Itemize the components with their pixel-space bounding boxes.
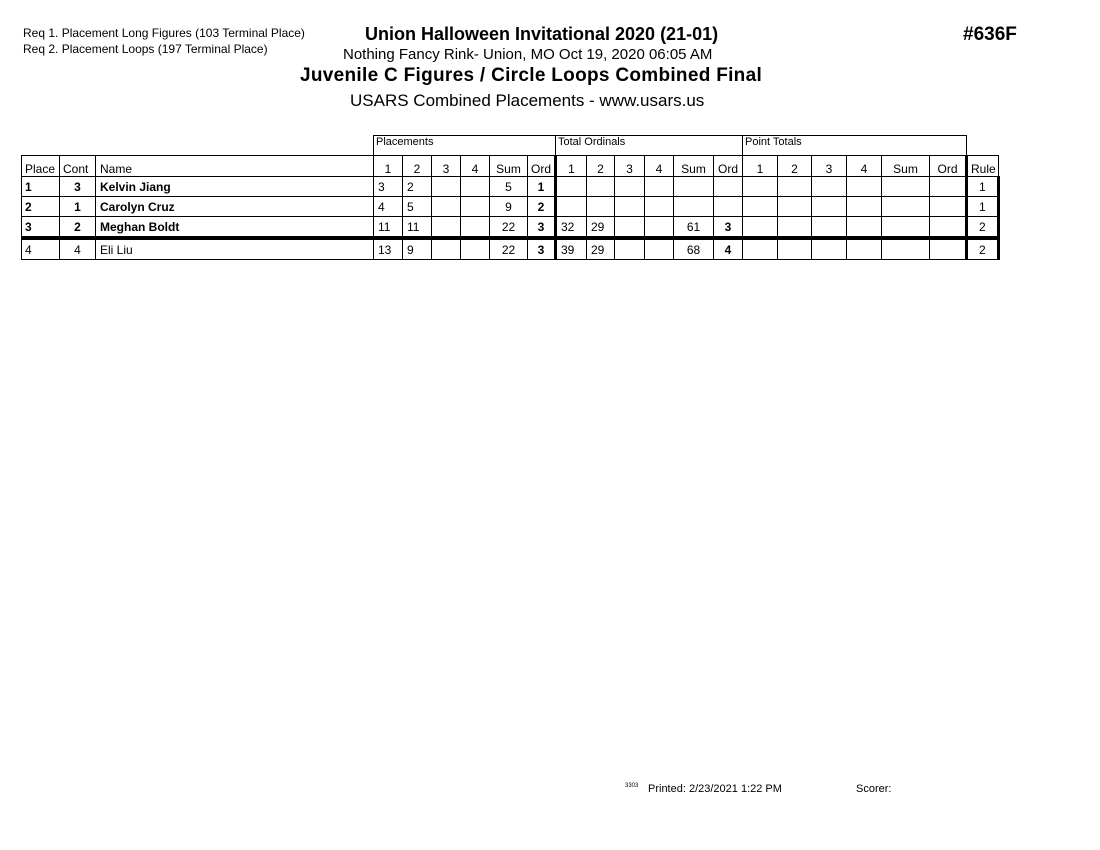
- cell-point-5: [930, 177, 967, 197]
- cell-rule: 2: [967, 238, 999, 260]
- group-point-totals: Point Totals: [743, 136, 967, 156]
- cell-placement-4: 5: [490, 177, 528, 197]
- cell-placement-1: 9: [403, 238, 432, 260]
- cell-placement-1: 2: [403, 177, 432, 197]
- cell-placement-3: [461, 197, 490, 217]
- cell-point-1: [778, 217, 812, 239]
- cell-point-1: [778, 197, 812, 217]
- cell-point-3: [847, 238, 882, 260]
- group-placements: Placements: [374, 136, 556, 156]
- col-header-ordinals-2: 3: [615, 156, 645, 177]
- cell-rule: 1: [967, 177, 999, 197]
- col-header-place: Place: [22, 156, 60, 177]
- cell-ordinal-1: [587, 197, 615, 217]
- cell-ordinal-4: [674, 177, 714, 197]
- col-header-ordinals-5: Ord: [714, 156, 743, 177]
- cell-placement-2: [432, 238, 461, 260]
- cell-placement-4: 22: [490, 238, 528, 260]
- cell-ordinal-2: [615, 197, 645, 217]
- cell-point-5: [930, 238, 967, 260]
- col-header-placements-3: 4: [461, 156, 490, 177]
- cell-placement-3: [461, 217, 490, 239]
- cell-ordinal-0: [556, 177, 587, 197]
- cell-placement-1: 11: [403, 217, 432, 239]
- cell-point-3: [847, 217, 882, 239]
- cell-ordinal-5: 4: [714, 238, 743, 260]
- cell-point-1: [778, 238, 812, 260]
- cell-ordinal-5: [714, 177, 743, 197]
- col-header-placements-5: Ord: [528, 156, 556, 177]
- cell-point-2: [812, 197, 847, 217]
- cell-ordinal-0: 39: [556, 238, 587, 260]
- cell-place: 1: [22, 177, 60, 197]
- col-header-ordinals-3: 4: [645, 156, 674, 177]
- cell-placement-4: 22: [490, 217, 528, 239]
- cell-point-2: [812, 177, 847, 197]
- cell-placement-0: 13: [374, 238, 403, 260]
- cell-cont: 3: [60, 177, 96, 197]
- requirement-2: Req 2. Placement Loops (197 Terminal Place): [23, 42, 268, 56]
- cell-placement-2: [432, 177, 461, 197]
- col-header-ordinals-4: Sum: [674, 156, 714, 177]
- cell-ordinal-4: 61: [674, 217, 714, 239]
- group-header-row: [22, 136, 999, 156]
- results-table: [21, 135, 1000, 260]
- cell-point-4: [882, 197, 930, 217]
- cell-point-5: [930, 217, 967, 239]
- col-header-name: Name: [96, 156, 374, 177]
- cell-placement-4: 9: [490, 197, 528, 217]
- cell-ordinal-5: 3: [714, 217, 743, 239]
- cell-ordinal-0: [556, 197, 587, 217]
- cell-ordinal-3: [645, 177, 674, 197]
- event-title: Juvenile C Figures / Circle Loops Combined Final: [300, 65, 763, 86]
- cell-placement-2: [432, 217, 461, 239]
- cell-placement-3: [461, 238, 490, 260]
- col-header-placements-0: 1: [374, 156, 403, 177]
- group-total-ordinals: Total Ordinals: [556, 136, 743, 156]
- cell-point-5: [930, 197, 967, 217]
- cell-place: 4: [22, 238, 60, 260]
- col-header-placements-2: 3: [432, 156, 461, 177]
- cell-cont: 2: [60, 217, 96, 239]
- cell-ordinal-2: [615, 238, 645, 260]
- col-header-rule: Rule: [967, 156, 999, 177]
- cell-point-4: [882, 217, 930, 239]
- cell-placement-5: 3: [528, 238, 556, 260]
- usars-line: USARS Combined Placements - www.usars.us: [350, 91, 705, 110]
- cell-ordinal-2: [615, 177, 645, 197]
- cell-placement-1: 5: [403, 197, 432, 217]
- cell-ordinal-3: [645, 238, 674, 260]
- cell-ordinal-4: 68: [674, 238, 714, 260]
- cell-placement-0: 4: [374, 197, 403, 217]
- col-header-points-3: 4: [847, 156, 882, 177]
- col-header-points-0: 1: [743, 156, 778, 177]
- cell-placement-5: 1: [528, 177, 556, 197]
- col-header-points-1: 2: [778, 156, 812, 177]
- cell-ordinal-2: [615, 217, 645, 239]
- cell-ordinal-1: 29: [587, 238, 615, 260]
- cell-ordinal-0: 32: [556, 217, 587, 239]
- cell-point-3: [847, 177, 882, 197]
- cell-point-4: [882, 238, 930, 260]
- footer-code: 3303: [625, 783, 639, 789]
- col-header-placements-1: 2: [403, 156, 432, 177]
- cell-point-1: [778, 177, 812, 197]
- cell-cont: 1: [60, 197, 96, 217]
- table-row: [22, 177, 999, 197]
- rink-and-date: Nothing Fancy Rink- Union, MO Oct 19, 2020 06:05 AM: [343, 46, 713, 63]
- cell-place: 2: [22, 197, 60, 217]
- cell-point-0: [743, 177, 778, 197]
- cell-ordinal-1: 29: [587, 217, 615, 239]
- cell-rule: 2: [967, 217, 999, 239]
- cell-rule: 1: [967, 197, 999, 217]
- cell-ordinal-1: [587, 177, 615, 197]
- col-header-ordinals-1: 2: [587, 156, 615, 177]
- cell-point-2: [812, 217, 847, 239]
- cell-ordinal-4: [674, 197, 714, 217]
- cell-placement-0: 11: [374, 217, 403, 239]
- cell-point-0: [743, 197, 778, 217]
- scorer-label: Scorer:: [856, 783, 892, 795]
- cell-ordinal-5: [714, 197, 743, 217]
- col-header-placements-4: Sum: [490, 156, 528, 177]
- col-header-points-2: 3: [812, 156, 847, 177]
- cell-placement-2: [432, 197, 461, 217]
- table-row: [22, 217, 999, 239]
- cell-ordinal-3: [645, 217, 674, 239]
- requirement-1: Req 1. Placement Long Figures (103 Terminal Place): [23, 26, 305, 40]
- col-header-points-4: Sum: [882, 156, 930, 177]
- col-header-cont: Cont: [60, 156, 96, 177]
- cell-name: Meghan Boldt: [96, 217, 374, 239]
- cell-name: Carolyn Cruz: [96, 197, 374, 217]
- competition-title: Union Halloween Invitational 2020 (21-01): [365, 24, 719, 44]
- cell-ordinal-3: [645, 197, 674, 217]
- cell-placement-5: 2: [528, 197, 556, 217]
- table-row: [22, 197, 999, 217]
- cell-name: Eli Liu: [96, 238, 374, 260]
- column-header-row: [22, 156, 999, 177]
- cell-placement-3: [461, 177, 490, 197]
- cell-place: 3: [22, 217, 60, 239]
- cell-point-3: [847, 197, 882, 217]
- document-number: #636F: [963, 24, 1017, 45]
- table-row: [22, 238, 999, 260]
- cell-cont: 4: [60, 238, 96, 260]
- col-header-points-5: Ord: [930, 156, 967, 177]
- cell-point-2: [812, 238, 847, 260]
- cell-point-0: [743, 217, 778, 239]
- col-header-ordinals-0: 1: [556, 156, 587, 177]
- cell-point-0: [743, 238, 778, 260]
- printed-timestamp: Printed: 2/23/2021 1:22 PM: [648, 783, 782, 795]
- cell-name: Kelvin Jiang: [96, 177, 374, 197]
- cell-point-4: [882, 177, 930, 197]
- cell-placement-0: 3: [374, 177, 403, 197]
- cell-placement-5: 3: [528, 217, 556, 239]
